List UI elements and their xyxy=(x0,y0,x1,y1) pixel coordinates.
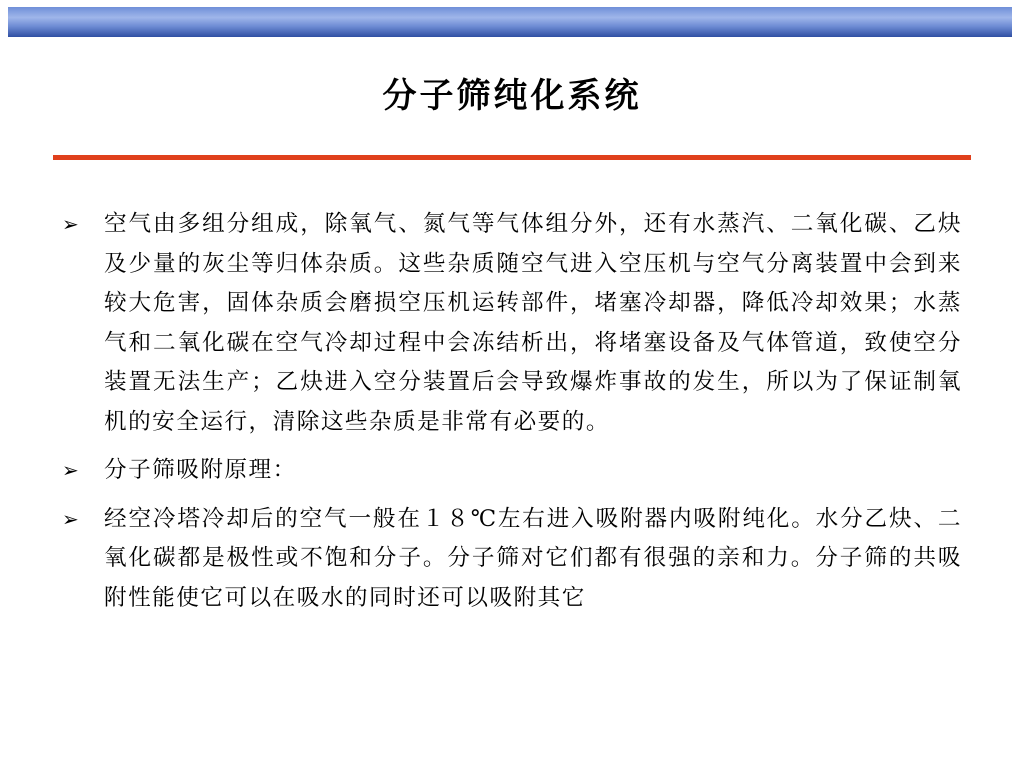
bullet-item-impurities xyxy=(62,205,962,442)
slide-body xyxy=(62,205,962,627)
arrow-bullet-icon: ➢ xyxy=(62,506,81,531)
slide-title: 分子筛纯化系统 xyxy=(382,76,642,116)
bullet-text: 分子筛吸附原理： xyxy=(104,457,297,483)
bullet-text: 经空冷塔冷却后的空气一般在１８℃左右进入吸附器内吸附纯化。水分乙炔、二氧化碳都是极性或不饱和分子。分子筛对它们都有很强的亲和力。分子筛的共吸附性能使它可以在吸水的同时还可以吸附其它 xyxy=(104,505,962,611)
arrow-bullet-icon: ➢ xyxy=(62,458,81,482)
header-bar xyxy=(8,7,1012,37)
bullet-item-adsorption xyxy=(62,500,962,619)
title-divider xyxy=(53,155,971,160)
arrow-bullet-icon: ➢ xyxy=(62,212,81,236)
bullet-text: 空气由多组分组成，除氧气、氮气等气体组分外，还有水蒸汽、二氧化碳、乙炔及少量的灰尘等归体杂质。这些杂质随空气进入空压机与空气分离装置中会到来较大危害，固体杂质会磨损空压机运转部件，堵塞冷却器，降低冷却效果；水蒸气和二氧化碳在空气冷却过程中会冻结析出，将堵塞设备及气体管道，致使空分装置无法生产；乙炔进入空分装置后会导致爆炸事故的发生，所以为了保证制氧机的安全运行，清除这些杂质是非常有必要的。 xyxy=(104,211,962,435)
bullet-item-principle xyxy=(62,451,962,491)
